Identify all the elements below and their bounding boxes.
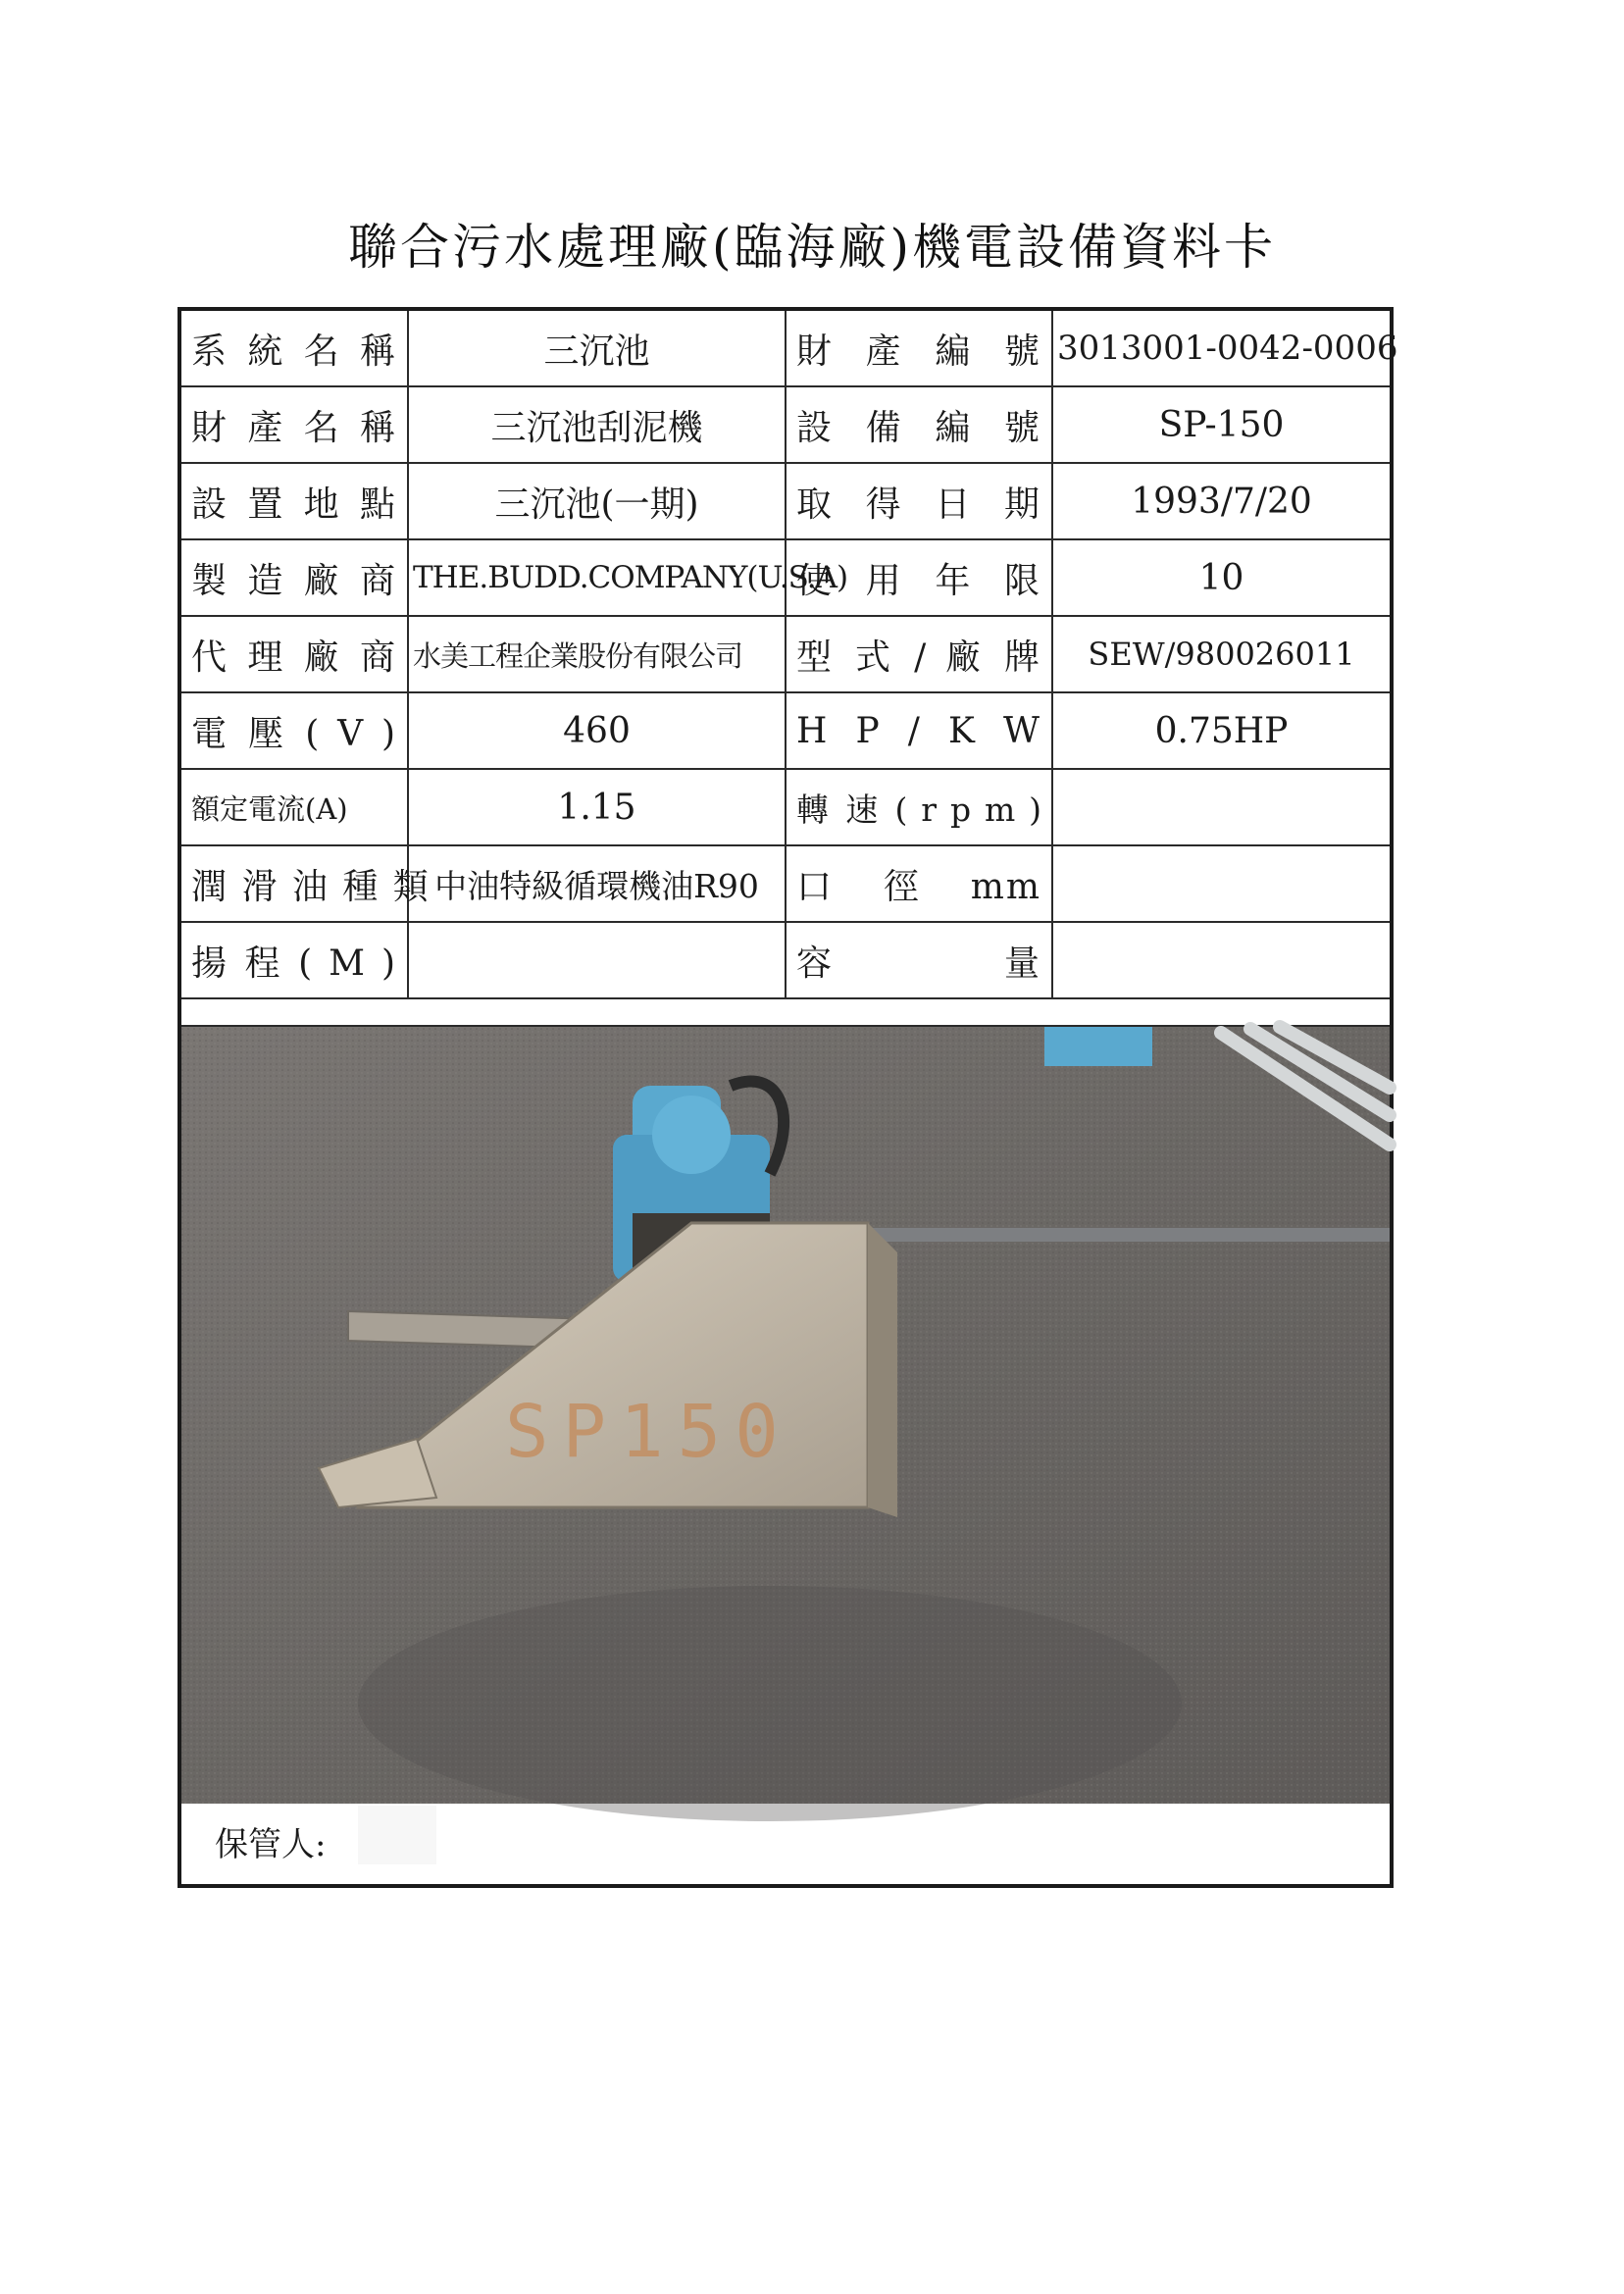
table-row bbox=[181, 386, 1390, 463]
value-hp-kw: 0.75HP bbox=[1052, 692, 1390, 769]
value-voltage: 460 bbox=[408, 692, 786, 769]
page-title: 聯合污水處理廠(臨海廠)機電設備資料卡 bbox=[347, 219, 1276, 276]
table-row bbox=[181, 845, 1390, 922]
label-acquisition-date: 取 得 日 期 bbox=[786, 463, 1052, 539]
equipment-photo bbox=[181, 1025, 1390, 1804]
equipment-card bbox=[178, 307, 1398, 1888]
table-row bbox=[181, 311, 1390, 386]
keeper-field bbox=[358, 1806, 436, 1864]
label-equipment-number: 設 備 編 號 bbox=[786, 386, 1052, 463]
label-service-life: 使 用 年 限 bbox=[786, 539, 1052, 616]
label-rated-current: 額定電流(A) bbox=[181, 769, 408, 845]
value-service-life: 10 bbox=[1052, 539, 1390, 616]
label-lubricant: 潤 滑 油 種 類 bbox=[181, 845, 408, 922]
label-agent: 代 理 廠 商 bbox=[181, 616, 408, 692]
label-capacity: 容 量 bbox=[786, 922, 1052, 998]
value-property-number: 3013001-0042-0006 bbox=[1052, 311, 1390, 386]
spec-table bbox=[181, 311, 1398, 999]
value-system-name: 三沉池 bbox=[408, 311, 786, 386]
label-hp-kw: H P / K W bbox=[786, 692, 1052, 769]
label-model-brand: 型 式 / 廠 牌 bbox=[786, 616, 1052, 692]
blue-bracket-shape bbox=[1044, 1027, 1152, 1066]
value-property-name: 三沉池刮泥機 bbox=[408, 386, 786, 463]
table-row bbox=[181, 769, 1390, 845]
value-acquisition-date: 1993/7/20 bbox=[1052, 463, 1390, 539]
table-row bbox=[181, 463, 1390, 539]
table-row bbox=[181, 692, 1390, 769]
value-manufacturer: THE.BUDD.COMPANY(U.S.A) bbox=[408, 539, 786, 616]
label-property-number: 財 產 編 號 bbox=[786, 311, 1052, 386]
table-row bbox=[181, 539, 1390, 616]
label-location: 設 置 地 點 bbox=[181, 463, 408, 539]
label-property-name: 財 產 名 稱 bbox=[181, 386, 408, 463]
label-diameter: 口 徑 mm bbox=[786, 845, 1052, 922]
value-location: 三沉池(一期) bbox=[408, 463, 786, 539]
value-lubricant: 中油特級循環機油R90 bbox=[408, 845, 786, 922]
label-rpm: 轉 速 ( r p m ) bbox=[786, 769, 1052, 845]
stencil-label: SP150 bbox=[505, 1390, 792, 1474]
value-agent: 水美工程企業股份有限公司 bbox=[408, 616, 786, 692]
value-head bbox=[408, 922, 786, 998]
value-rated-current: 1.15 bbox=[408, 769, 786, 845]
label-system-name: 系 統 名 稱 bbox=[181, 311, 408, 386]
value-diameter bbox=[1052, 845, 1390, 922]
label-manufacturer: 製 造 廠 商 bbox=[181, 539, 408, 616]
keeper-label: 保管人: bbox=[215, 1825, 327, 1864]
value-rpm bbox=[1052, 769, 1390, 845]
value-capacity bbox=[1052, 922, 1390, 998]
table-row bbox=[181, 922, 1390, 998]
value-model-brand: SEW/980026011 bbox=[1052, 616, 1390, 692]
label-voltage: 電 壓 ( V ) bbox=[181, 692, 408, 769]
label-head: 揚 程 ( M ) bbox=[181, 922, 408, 998]
table-row bbox=[181, 616, 1390, 692]
value-equipment-number: SP-150 bbox=[1052, 386, 1390, 463]
